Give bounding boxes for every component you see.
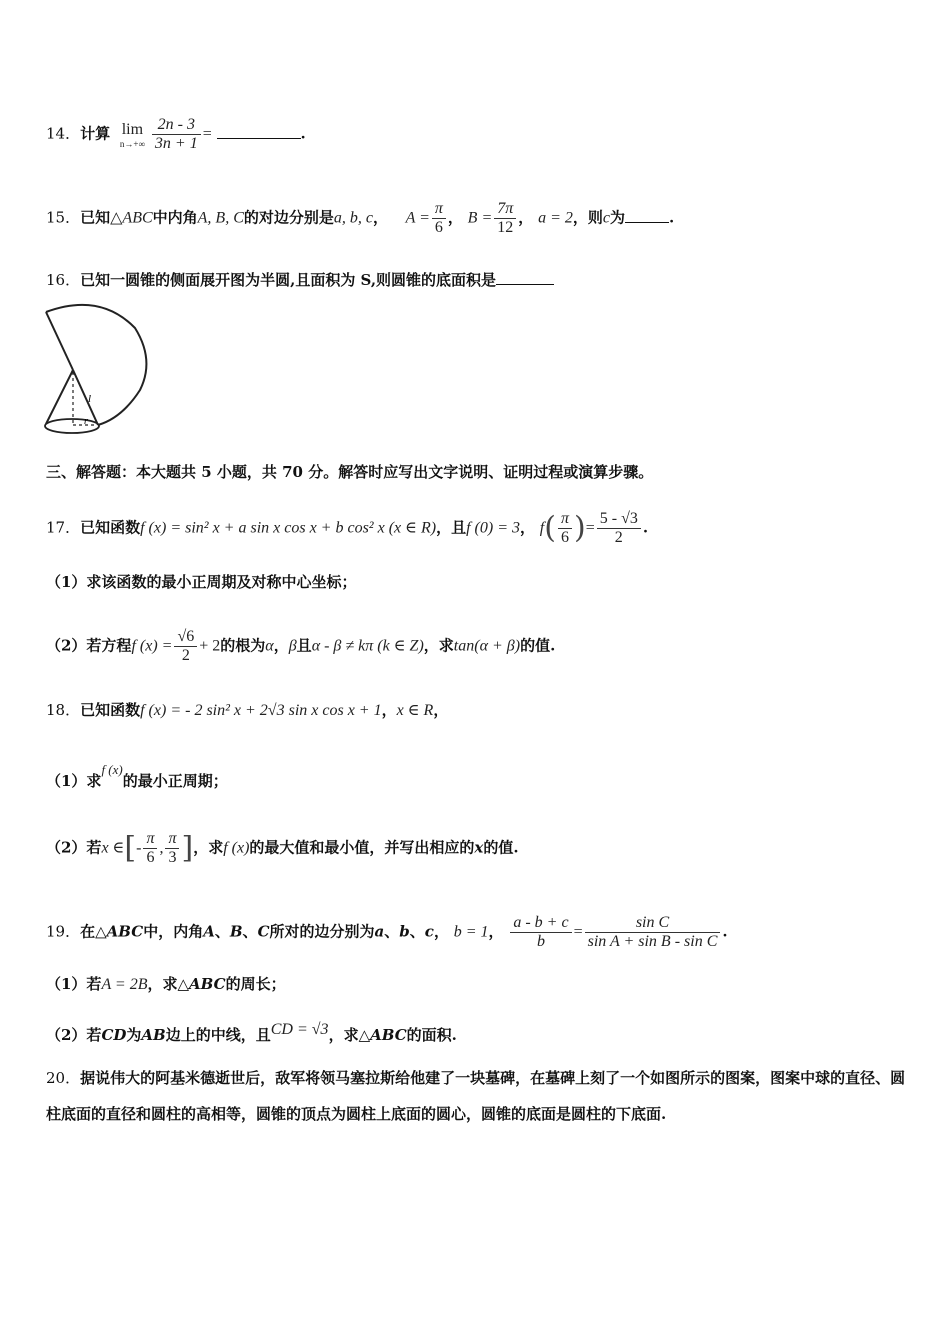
cone-base [45,419,99,433]
q18-part-1: （1）求f (x)的最小正周期； [46,762,228,790]
question-19: 19．在△ABC中，内角A、B、C所对的边分别为a、b、c， b = 1， $\frac{a - b + c}{b}$ = $\frac{\text{sin C}}{\text{sin A + sin B - sin C}}$ . [46,914,728,950]
q19-part-1: （1）若A = 2B，求△ABC的周长； [46,975,286,993]
q19-rhs: $\frac{\text{sin C}}{\text{sin A + sin B - sin C}}$ [585,914,721,951]
q14-answer-blank [217,124,301,139]
cone-left-edge [46,370,73,424]
semicircle-arc [46,305,146,425]
q18-part-2: （2）若x ∈[- $\frac{\pi}{6}$ , $\frac{\pi}{3}$ ]，求f (x)的最大值和最小值，并写出相应的x的值. [46,830,519,866]
q19-part-2: （2）若CD为AB边上的中线，且CD = √3，求△ABC的面积. [46,1021,457,1044]
q18-number: 18． [46,701,81,719]
q14-number: 14． [46,124,81,143]
question-20: 20．据说伟大的阿基米德逝世后，敌军将领马塞拉斯给他建了一块墓碑，在墓碑上刻了一个如图所示的图案，图案中球的直径、圆柱底面的直径和圆柱的高相等，圆锥的顶点为圆柱上底面的圆心，圆锥的底面是圆柱的下底面. [46,1069,906,1123]
q15-number: 15． [46,208,81,227]
q14-limit: lim n→+∞ [119,120,145,149]
q20-number: 20． [46,1069,81,1087]
cone-figure [40,300,152,440]
question-17: 17．已知函数f (x) = sin² x + a sin x cos x + b cos² x (x ∈ R)，且f (0) = 3， f( $\frac{\pi}{6}$ )= $\frac{5 - √3}{2}$ . [46,510,649,546]
q15-answer-blank [625,208,669,223]
q17-part-2: （2）若方程f (x) = $\frac{√6}{2}$ + 2的根为α，β且α - β ≠ kπ (k ∈ Z)，求tan(α + β)的值. [46,628,556,664]
q19-lhs: $\frac{a - b + c}{b}$ [510,914,571,951]
q16-number: 16． [46,271,81,289]
question-14: 14．计算 lim n→+∞ $\frac{2n - 3}{3n + 1}$ = . [46,116,306,152]
question-15: 15．已知△ABC中内角A, B, C的对边分别是a, b, c， A = $\frac{\pi}{6}$ ， B = $\frac{7\pi}{12}$ ， a = 2，则c为 . [46,200,675,236]
q17-number: 17． [46,518,81,537]
q15-angle-a: $\frac{\pi}{6}$ [432,200,446,237]
q14-fraction: $\frac{2n - 3}{3n + 1}$ [152,116,201,153]
q16-answer-blank [496,270,554,285]
label-l: l [88,393,92,405]
label-r: r [84,416,88,427]
q19-number: 19． [46,922,81,941]
q17-rhs: $\frac{5 - √3}{2}$ [597,510,641,547]
question-18: 18．已知函数f (x) = - 2 sin² x + 2√3 sin x cos x + 1，x ∈ R， [46,701,449,719]
q17-arg: $\frac{\pi}{6}$ [558,510,572,547]
q15-angle-b: $\frac{7\pi}{12}$ [494,200,516,237]
q17-p2-fraction: $\frac{√6}{2}$ [174,628,197,665]
q14-text: 计算 [80,124,111,143]
question-16: 16．已知一圆锥的侧面展开图为半圆,且面积为 S,则圆锥的底面积是 [46,270,554,290]
q17-part-1: （1）求该函数的最小正周期及对称中心坐标； [46,573,357,591]
q18-upper-bound: $\frac{\pi}{3}$ [165,830,179,867]
sector-radius [46,312,73,370]
q18-lower-bound: $\frac{\pi}{6}$ [143,830,157,867]
section-3-heading: 三、解答题：本大题共 5 小题，共 70 分。解答时应写出文字说明、证明过程或演算步骤。 [46,463,654,481]
